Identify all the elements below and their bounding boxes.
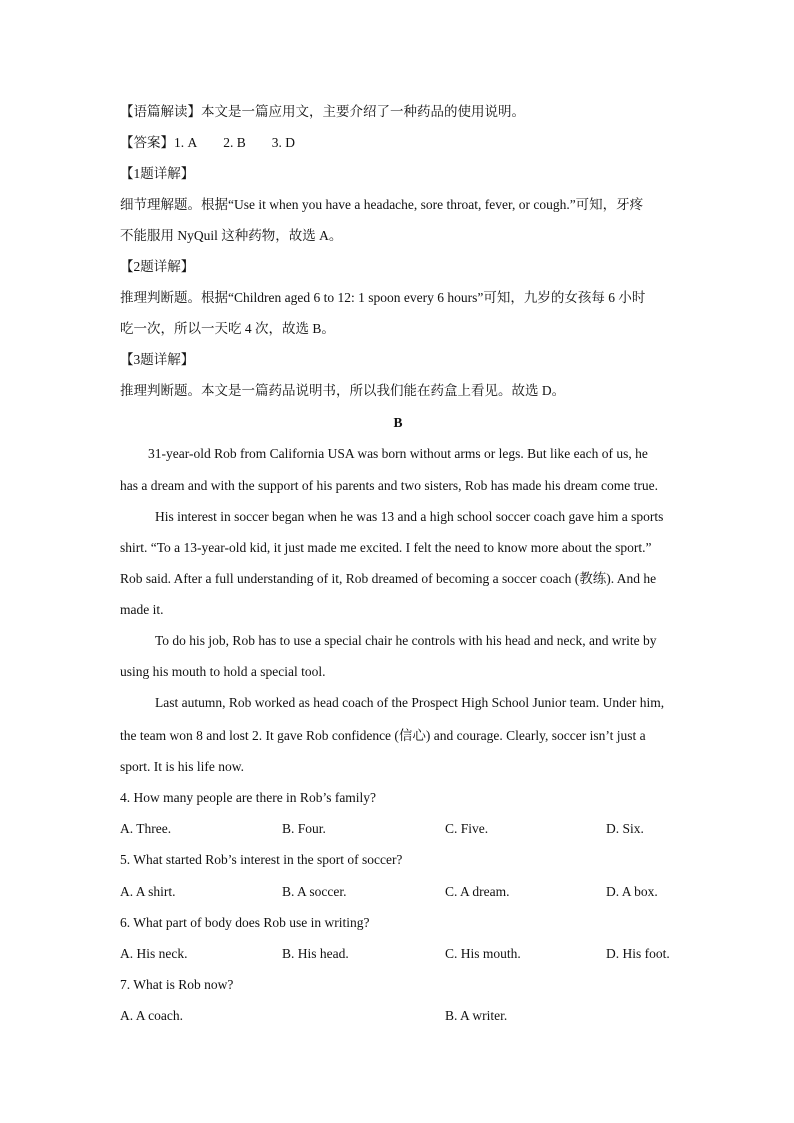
passage-p2-line-4: made it. (120, 602, 164, 617)
q2-explanation-line-1: 推理判断题。根据“Children aged 6 to 12: 1 spoon every 6 hours”可知，九岁的女孩每 6 小时 (120, 290, 646, 305)
q2-explanation-line-2: 吃一次，所以一天吃 4 次，故选 B。 (120, 321, 335, 336)
question-4-stem: 4. How many people are there in Rob’s family? (120, 790, 377, 805)
question-6-stem: 6. What part of body does Rob use in writing? (120, 915, 370, 930)
q1-heading: 【1题详解】 (120, 166, 195, 181)
q3-explanation-line-1: 推理判断题。本文是一篇药品说明书，所以我们能在药盒上看见。故选 D。 (120, 383, 566, 398)
question-4-option-b: B. Four. (282, 821, 326, 836)
passage-p4-line-1: Last autumn, Rob worked as head coach of the Prospect High School Junior team. Under him, (155, 695, 665, 710)
passage-p1-line-2: has a dream and with the support of his parents and two sisters, Rob has made his dream come true. (120, 478, 658, 493)
passage-p3-line-2: using his mouth to hold a special tool. (120, 664, 326, 679)
answer-3: 3. D (271, 135, 296, 150)
question-6-option-a: A. His neck. (120, 946, 188, 961)
question-5-option-d: D. A box. (606, 884, 658, 899)
question-5-option-b: B. A soccer. (282, 884, 347, 899)
question-4-option-d: D. Six. (606, 821, 644, 836)
passage-p4-line-3: sport. It is his life now. (120, 759, 244, 774)
question-5-stem: 5. What started Rob’s interest in the sport of soccer? (120, 852, 403, 867)
passage-p3-line-1: To do his job, Rob has to use a special chair he controls with his head and neck, and write by (155, 633, 657, 648)
passage-p2-line-3: Rob said. After a full understanding of it, Rob dreamed of becoming a soccer coach (教练). And he (120, 571, 657, 586)
passage-p4-line-2: the team won 8 and lost 2. It gave Rob confidence (信心) and courage. Clearly, soccer isn’t just a (120, 728, 646, 743)
reading-intro: 【语篇解读】本文是一篇应用文，主要介绍了一种药品的使用说明。 (120, 104, 525, 119)
question-5-option-a: A. A shirt. (120, 884, 176, 899)
answer-1: 1. A (174, 135, 198, 150)
question-4-option-c: C. Five. (445, 821, 489, 836)
answer-label: 【答案】 (120, 135, 174, 150)
answer-2: 2. B (223, 135, 246, 150)
question-5-option-c: C. A dream. (445, 884, 510, 899)
question-7-option-b: B. A writer. (445, 1008, 508, 1023)
question-7-option-a: A. A coach. (120, 1008, 183, 1023)
q2-heading: 【2题详解】 (120, 259, 195, 274)
question-6-option-c: C. His mouth. (445, 946, 521, 961)
passage-p2-line-1: His interest in soccer began when he was 13 and a high school soccer coach gave him a sports (155, 509, 664, 524)
question-6-option-b: B. His head. (282, 946, 349, 961)
passage-p1-line-1: 31-year-old Rob from California USA was born without arms or legs. But like each of us, he (148, 446, 648, 461)
passage-title: B (393, 415, 403, 430)
question-4-option-a: A. Three. (120, 821, 172, 836)
passage-p2-line-2: shirt. “To a 13-year-old kid, it just made me excited. I felt the need to know more about the sport.” (120, 540, 652, 555)
q3-heading: 【3题详解】 (120, 352, 195, 367)
q1-explanation-line-2: 不能服用 NyQuil 这种药物，故选 A。 (120, 228, 343, 243)
question-6-option-d: D. His foot. (606, 946, 670, 961)
answer-line (120, 134, 676, 152)
q1-explanation-line-1: 细节理解题。根据“Use it when you have a headache, sore throat, fever, or cough.”可知，牙疼 (120, 197, 644, 212)
question-7-stem: 7. What is Rob now? (120, 977, 234, 992)
